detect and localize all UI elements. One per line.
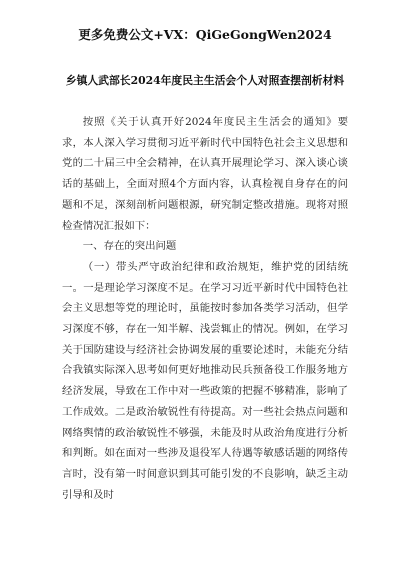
section-heading: 一、存在的突出问题 — [82, 240, 177, 253]
document-body — [62, 112, 348, 505]
body-paragraph: （一）带头严守政治纪律和政治规矩，维护党的团结统一。一是理论学习深度不足。在学习习近平新时代中国特色社会主义思想等党的理论时，虽能按时参加各类学习活动，但学习深度不够，存在一知半解、浅尝辄止的情况。例如，在学习关于国防建设与经济社会协调发展的重要论述时，未能充分结合我镇实际深入思考如何更好地推动民兵预备役工作服务地方经济发展，导致在工作中对一些政策的把握不够精准，影响了工作成效。二是政治敏锐性有待提高。对一些社会热点问题和网络舆情的政治敏锐性不够强，未能及时从政治角度进行分析和判断。如在面对一些涉及退役军人待遇等敏感话题的网络传言时，没有第一时间意识到其可能引发的不良影响，缺乏主动引导和及时 — [62, 260, 348, 501]
document-title: 乡镇人武部长2024年度民主生活会个人对照查摆剖析材料 — [65, 74, 345, 87]
promo-header: 更多免费公文+VX：QiGeGongWen2024 — [78, 27, 332, 42]
intro-paragraph: 按照《关于认真开好2024年度民主生活会的通知》要求，本人深入学习贯彻习近平新时代中国特色社会主义思想和党的二十届三中全会精神，在认真开展理论学习、深入谈心谈话的基础上，全面对照4个方面内容，认真检视自身存在的问题和不足，深刻剖析问题根源，研究制定整改措施。现将对照检查情况汇报如下： — [62, 116, 348, 232]
